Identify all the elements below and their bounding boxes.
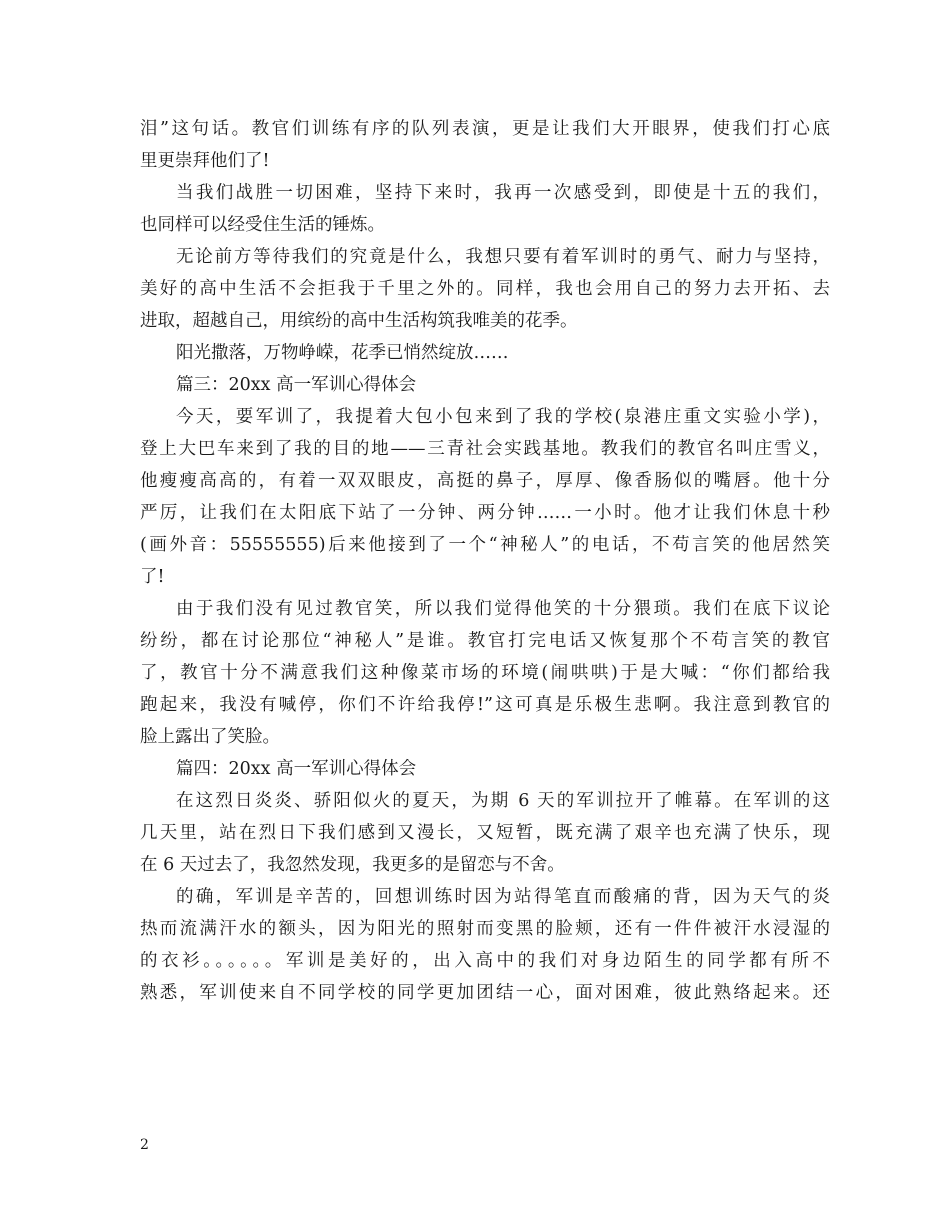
text-line: 了! [140, 567, 165, 587]
text-line: 在这烈日炎炎、骄阳似火的夏天，为期 6 天的军训拉开了帷幕。在军训的这 [176, 791, 830, 811]
text-line: 里更崇拜他们了! [140, 151, 270, 171]
text-line: (画外音：55555555)后来他接到了一个“神秘人”的电话，不苟言笑的他居然笑 [140, 535, 830, 555]
text-line: 无论前方等待我们的究竟是什么，我想只要有着军训时的勇气、耐力与坚持， [176, 247, 830, 267]
text-line: 的衣衫。。。。。。军训是美好的，出入高中的我们对身边陌生的同学都有所不 [140, 951, 830, 971]
section-heading: 篇三：20xx 高一军训心得体会 [176, 375, 417, 395]
text-line: 纷纷，都在讨论那位“神秘人”是谁。教官打完电话又恢复那个不苟言笑的教官 [140, 631, 830, 651]
document-body [140, 113, 830, 1009]
text-line: 脸上露出了笑脸。 [140, 727, 280, 747]
text-line: 他瘦瘦高高的，有着一双双眼皮，高挺的鼻子，厚厚、像香肠似的嘴唇。他十分 [140, 471, 830, 491]
text-line: 的确，军训是辛苦的，回想训练时因为站得笔直而酸痛的背，因为天气的炎 [176, 887, 830, 907]
text-line: 当我们战胜一切困难，坚持下来时，我再一次感受到，即使是十五的我们， [176, 183, 830, 203]
text-line: 跑起来，我没有喊停，你们不许给我停!”这可真是乐极生悲啊。我注意到教官的 [140, 695, 830, 715]
text-line: 登上大巴车来到了我的目的地——三青社会实践基地。教我们的教官名叫庄雪义， [140, 439, 830, 459]
text-line: 由于我们没有见过教官笑，所以我们觉得他笑的十分猥琐。我们在底下议论 [176, 599, 830, 619]
text-line: 进取，超越自己，用缤纷的高中生活构筑我唯美的花季。 [140, 311, 578, 331]
section-heading: 篇四：20xx 高一军训心得体会 [176, 759, 417, 779]
text-line: 在 6 天过去了，我忽然发现，我更多的是留恋与不舍。 [140, 855, 565, 875]
text-line: 美好的高中生活不会拒我于千里之外的。同样，我也会用自己的努力去开拓、去 [140, 279, 830, 299]
page-number: 2 [140, 1137, 149, 1153]
text-line: 今天，要军训了，我提着大包小包来到了我的学校(泉港庄重文实验小学)， [176, 407, 830, 427]
text-line: 热而流满汗水的额头，因为阳光的照射而变黑的脸颊，还有一件件被汗水浸湿的 [140, 919, 830, 939]
text-line: 也同样可以经受住生活的锤炼。 [140, 215, 385, 235]
text-line: 泪”这句话。教官们训练有序的队列表演，更是让我们大开眼界，使我们打心底 [140, 119, 830, 139]
text-line: 阳光撒落，万物峥嵘，花季已悄然绽放…… [176, 343, 509, 363]
text-line: 了，教官十分不满意我们这种像菜市场的环境(闹哄哄)于是大喊：“你们都给我 [140, 663, 830, 683]
text-line: 严厉，让我们在太阳底下站了一分钟、两分钟……一小时。他才让我们休息十秒 [140, 503, 830, 523]
text-line: 几天里，站在烈日下我们感到又漫长，又短暂，既充满了艰辛也充满了快乐，现 [140, 823, 830, 843]
text-line: 熟悉，军训使来自不同学校的同学更加团结一心，面对困难，彼此熟络起来。还 [140, 983, 830, 1003]
